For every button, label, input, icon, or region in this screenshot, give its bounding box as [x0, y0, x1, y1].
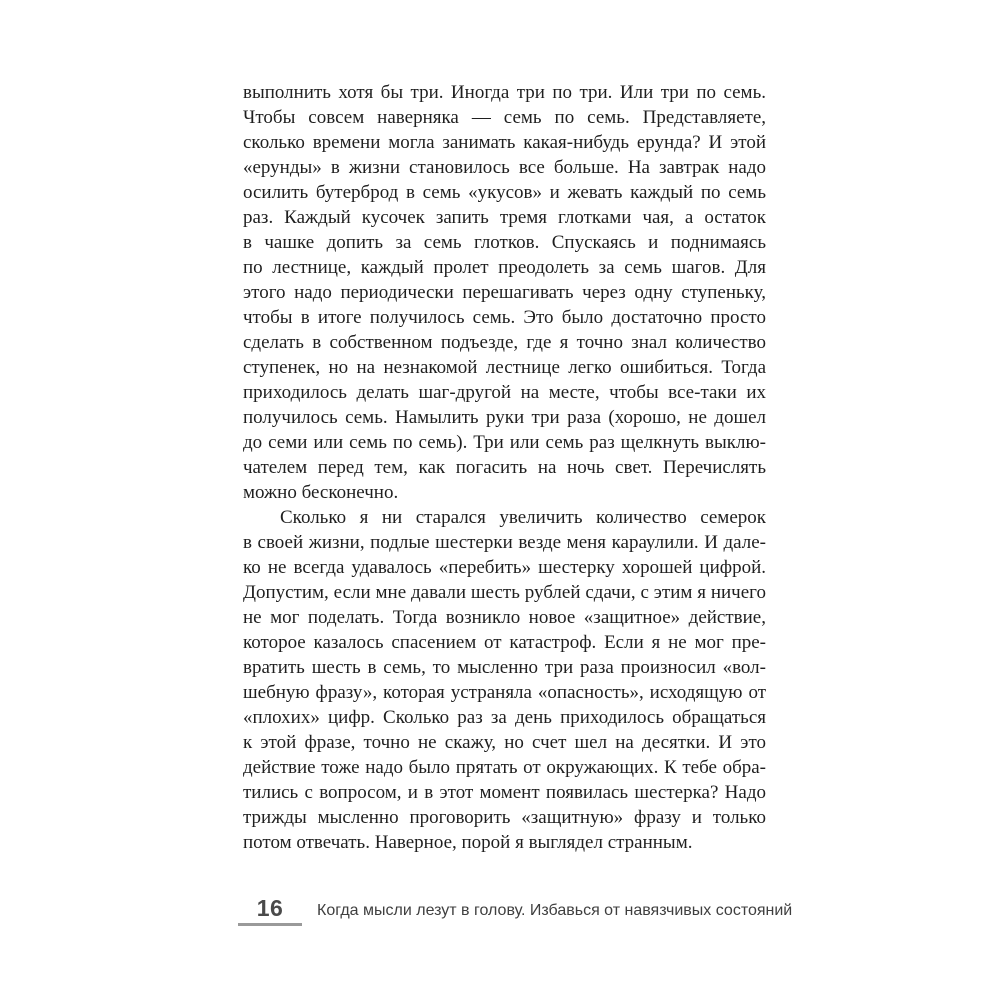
text-line: ступенек, но на незнакомой лестнице легко ошибиться. Тогда	[243, 357, 766, 378]
text-line: до семи или семь по семь). Три или семь раз щелкнуть выклю-	[243, 432, 766, 453]
text-line: в своей жизни, подлые шестерки везде меня караулили. И дале-	[243, 532, 766, 553]
text-line: в чашке допить за семь глотков. Спускаясь и поднимаясь	[243, 232, 766, 253]
text-line: выполнить хотя бы три. Иногда три по три. Или три по семь.	[243, 82, 766, 103]
text-line: которое казалось спасением от катастроф. Если я не мог пре-	[243, 632, 766, 653]
text-line: потом отвечать. Наверное, порой я выглядел странным.	[243, 832, 693, 853]
text-line: действие тоже надо было прятать от окружающих. К тебе обра-	[243, 757, 766, 778]
text-line: получилось семь. Намылить руки три раза (хорошо, не дошел	[243, 407, 766, 428]
text-line: раз. Каждый кусочек запить тремя глотками чая, а остаток	[243, 207, 766, 228]
text-block	[243, 80, 766, 855]
text-line: «плохих» цифр. Сколько раз за день приходилось обращаться	[243, 707, 766, 728]
page-footer	[238, 895, 793, 929]
text-line: к этой фразе, точно не скажу, но счет шел на десятки. И это	[243, 732, 766, 753]
text-line: осилить бутерброд в семь «укусов» и жевать каждый по семь	[243, 182, 766, 203]
text-line: Сколько я ни старался увеличить количество семерок	[280, 507, 766, 528]
text-line: чтобы в итоге получилось семь. Это было достаточно просто	[243, 307, 766, 328]
text-line: Чтобы совсем наверняка — семь по семь. Представляете,	[243, 107, 766, 128]
text-line: сделать в собственном подъезде, где я точно знал количество	[243, 332, 766, 353]
page-number-rule	[238, 923, 302, 926]
text-line: Допустим, если мне давали шесть рублей сдачи, с этим я ничего	[243, 582, 766, 603]
text-line: «ерунды» в жизни становилось все больше. На завтрак надо	[243, 157, 766, 178]
text-line: по лестнице, каждый пролет преодолеть за семь шагов. Для	[243, 257, 766, 278]
page-number-block	[238, 897, 302, 921]
text-line: шебную фразу», которая устраняла «опасность», исходящую от	[243, 682, 766, 703]
text-line: тились с вопросом, и в этот момент появилась шестерка? Надо	[243, 782, 766, 803]
text-line: вратить шесть в семь, то мысленно три раза произносил «вол-	[243, 657, 766, 678]
text-line: трижды мысленно проговорить «защитную» фразу и только	[243, 807, 766, 828]
page-number: 16	[256, 895, 284, 921]
text-line: сколько времени могла занимать какая-нибудь ерунда? И этой	[243, 132, 766, 153]
text-line: чателем перед тем, как погасить на ночь свет. Перечислять	[243, 457, 766, 478]
text-line: этого надо периодически перешагивать через одну ступеньку,	[243, 282, 766, 303]
text-line: не мог поделать. Тогда возникло новое «защитное» действие,	[243, 607, 766, 628]
text-line: ко не всегда удавалось «перебить» шестерку хорошей цифрой.	[243, 557, 766, 578]
text-line: можно бесконечно.	[243, 482, 399, 503]
running-title: Когда мысли лезут в голову. Избавься от навязчивых состояний	[317, 902, 793, 919]
text-line: приходилось делать шаг-другой на месте, чтобы все-таки их	[243, 382, 766, 403]
